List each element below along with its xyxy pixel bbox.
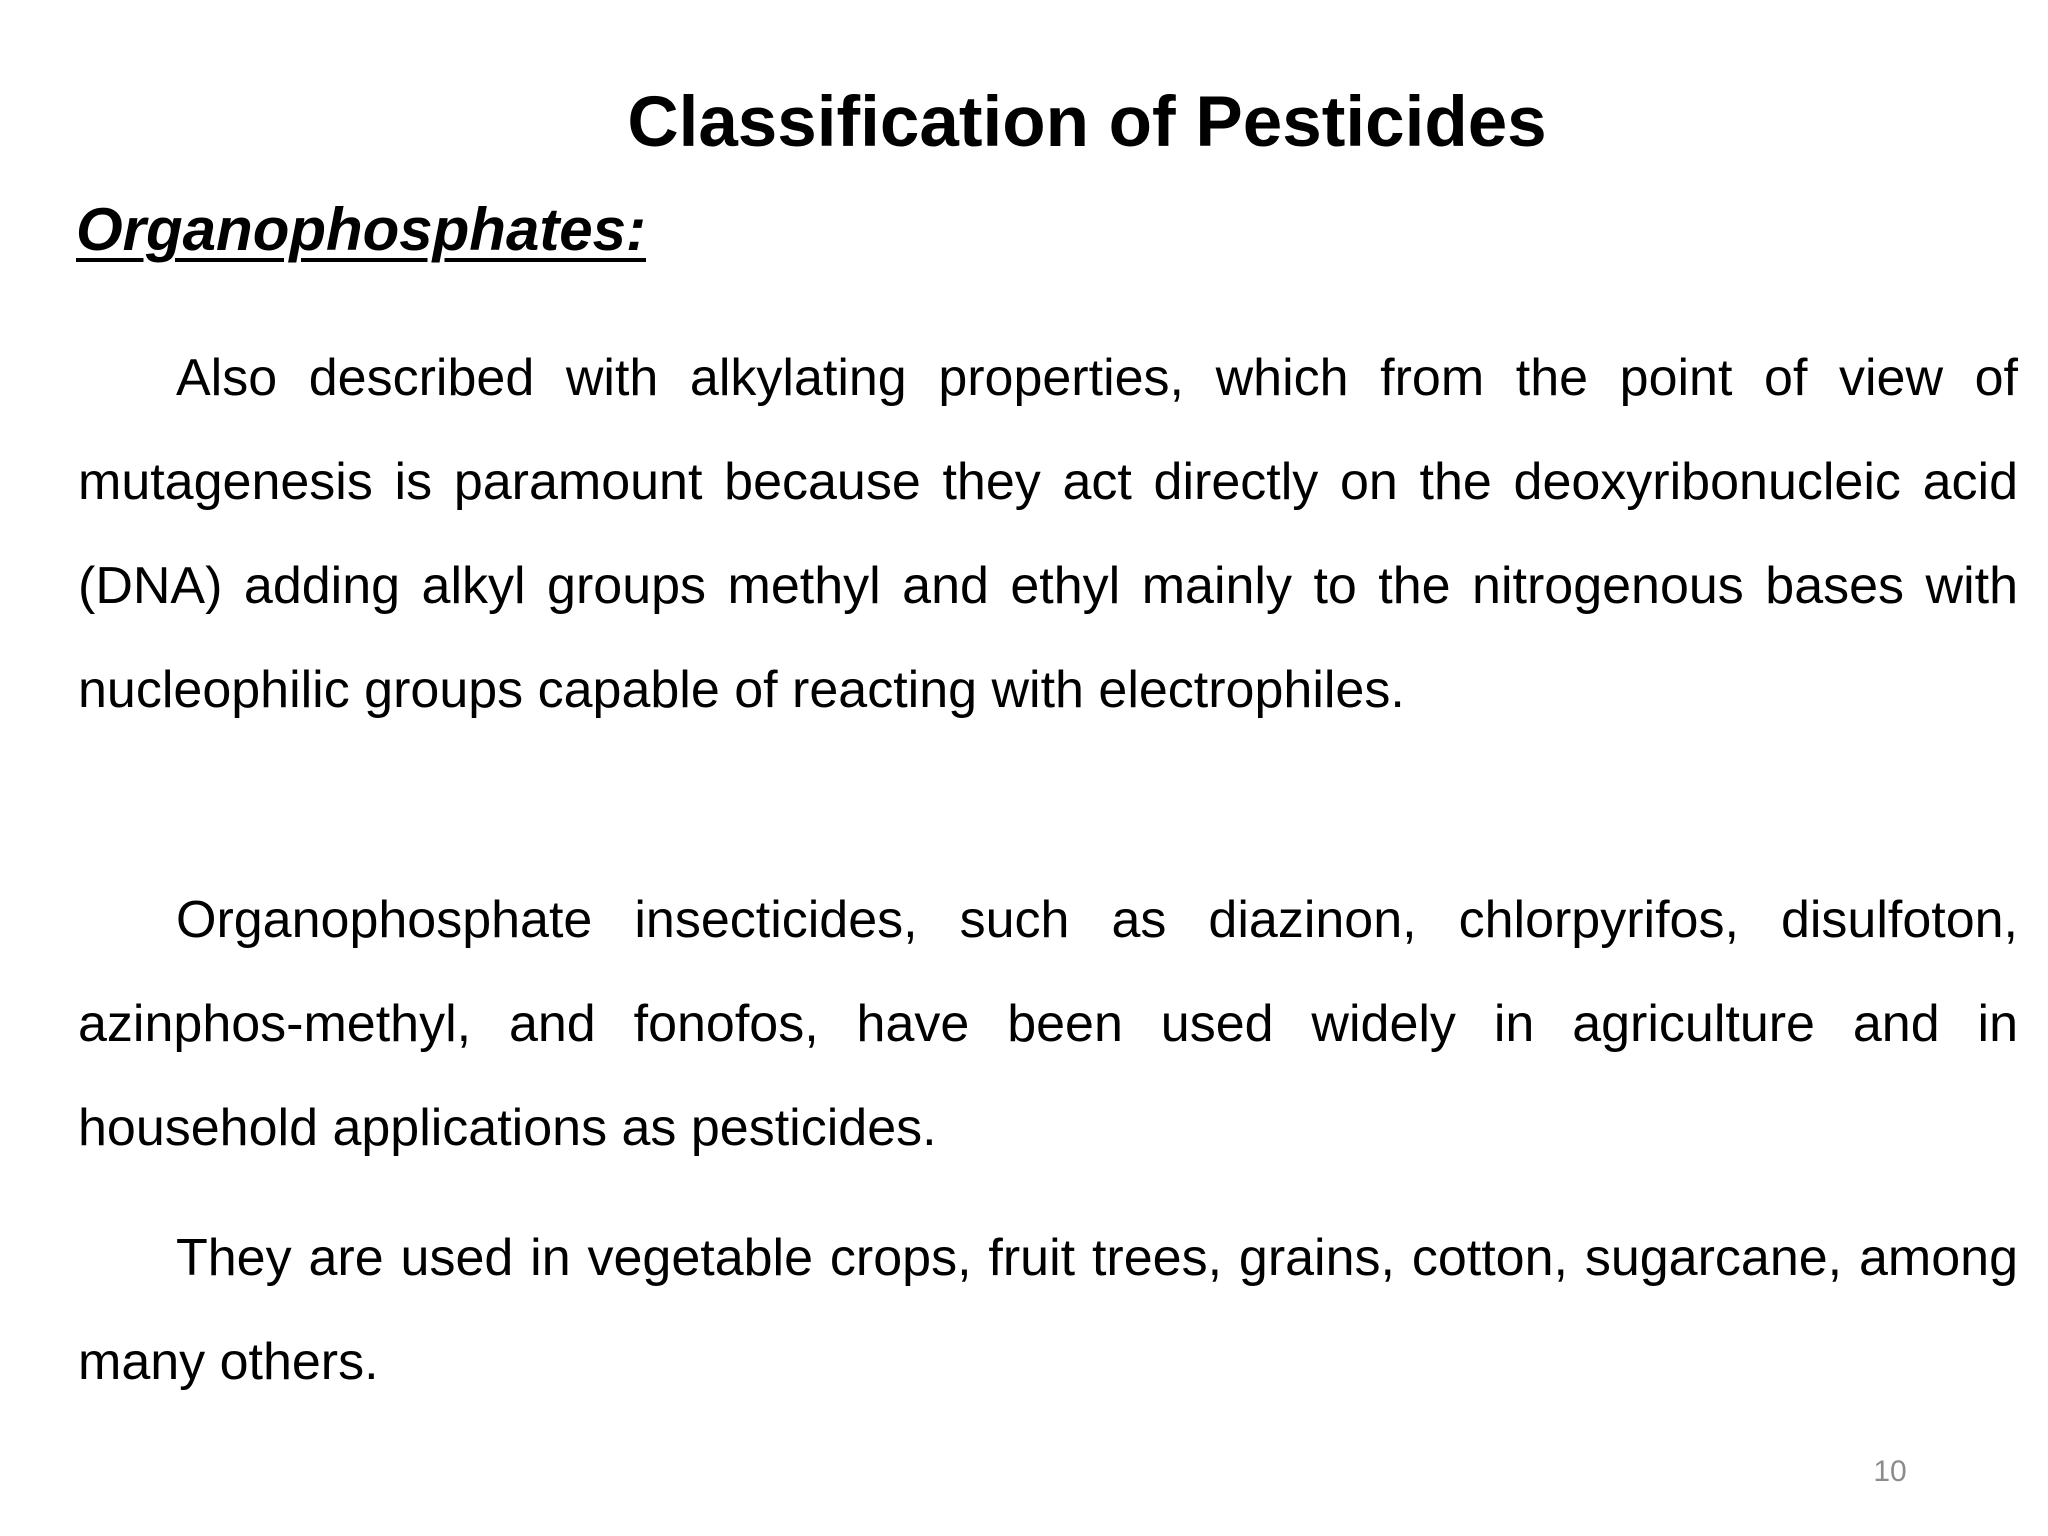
paragraph-crops: They are used in vegetable crops, fruit trees, grains, cotton, sugarcane, among many others. xyxy=(78,1229,2018,1391)
paragraph-alkylating: Also described with alkylating properties, which from the point of view of mutagenesis is paramount because they act directly on the deoxyribonucleic acid (DNA) adding alkyl groups methyl and ethyl mainly to the nitrogenous bases with nucleophilic groups capable of reacting with electrophiles. xyxy=(78,349,2018,719)
page-number: 10 xyxy=(1873,1455,1907,1488)
slide-title: Classification of Pesticides xyxy=(627,83,1547,162)
section-heading: Organophosphates: xyxy=(76,196,647,263)
paragraph-insecticides: Organophosphate insecticides, such as diazinon, chlorpyrifos, disulfoton, azinphos-methyl, and fonofos, have been used widely in agriculture and in household applications as pesticides. xyxy=(78,891,2018,1157)
